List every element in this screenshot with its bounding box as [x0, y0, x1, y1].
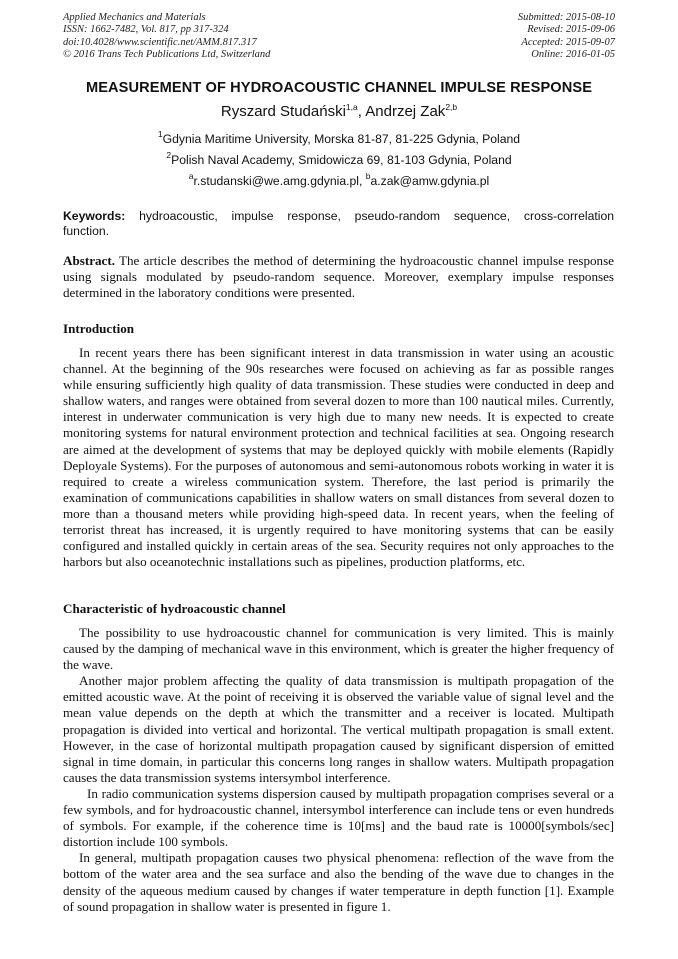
char-paragraph-1: The possibility to use hydroacoustic channel for communication is very limited. This is mainly caused by the damping of mechanical wave in this environment, which is greater the higher frequency of the wave.	[63, 625, 614, 673]
introduction-body	[63, 345, 614, 570]
email-b-sup: b	[365, 171, 371, 181]
email-a: r.studanski@we.amg.gdynia.pl,	[193, 174, 366, 188]
author-emails	[0, 171, 678, 188]
section-heading-introduction: Introduction	[63, 321, 135, 336]
section-heading-characteristic: Characteristic of hydroacoustic channel	[63, 601, 286, 616]
abstract-label: Abstract.	[63, 253, 115, 268]
journal-issn: ISSN: 1662-7482, Vol. 817, pp 317-324	[63, 24, 229, 36]
intro-paragraph-1: In recent years there has been significant interest in data transmission in water using an acoustic channel. At the beginning of the 90s researches were focused on achieving as far as possible ranges while ensuring sufficiently high quality of data transmission. These studies were conducted in deep and shallow waters, and ranges were obtained from several dozen to more than 100 nautical miles. Currently, interest in underwater communication is very high due to many new needs. It is expected to create monitoring systems for natural environment protection and technical facilities at sea. Ongoing research are aimed at the development of systems that may be deployed quickly with mobile elements (Rapidly Deployale Systems). For the purposes of autonomous and semi-autonomous robots working in water it is required to create a wireless communication system. Therefore, the last period is primarily the examination of communications capabilities in shallow waters on small distances from several dozen to more than a thousand meters while providing high-speed data. In recent years, when the feeling of terrorist threat has increased, it is urgently required to have monitoring systems that can be easily configured and installed quickly in certain areas of the sea. Security requires not only approaches to the harbors but also oceanotechnic installations such as pipelines, production platforms, etc.	[63, 345, 614, 570]
char-paragraph-4: In general, multipath propagation causes two physical phenomena: reflection of the wave from the bottom of the water area and the sea surface and also the bending of the wave due to changes in the density of the aqueous medium caused by changes if water temperature in depth function [1]. Example of sound propagation in shallow water is presented in figure 1.	[63, 850, 614, 914]
abstract	[63, 253, 614, 302]
email-a-sup: a	[188, 171, 194, 181]
journal-doi: doi:10.4028/www.scientific.net/AMM.817.317	[63, 36, 257, 48]
affiliation-2-text: Polish Naval Academy, Smidowicza 69, 81-103 Gdynia, Poland	[171, 153, 512, 167]
author-list	[0, 103, 678, 120]
paper-title: MEASUREMENT OF HYDROACOUSTIC CHANNEL IMPULSE RESPONSE	[85, 80, 593, 96]
author-2-sup: 2,b	[445, 102, 458, 112]
affiliation-2-sup: 2	[166, 150, 172, 160]
journal-copyright: © 2016 Trans Tech Publications Ltd, Switzerland	[63, 48, 271, 60]
date-accepted: Accepted: 2015-09-07	[521, 36, 615, 48]
date-online: Online: 2016-01-05	[531, 48, 615, 60]
date-revised: Revised: 2015-09-06	[527, 24, 615, 36]
date-submitted: Submitted: 2015-08-10	[517, 12, 615, 23]
affiliation-1-text: Gdynia Maritime University, Morska 81-87, 81-225 Gdynia, Poland	[162, 132, 521, 146]
characteristic-body	[63, 625, 614, 915]
journal-name: Applied Mechanics and Materials	[63, 12, 206, 23]
author-separator: ,	[357, 103, 366, 120]
email-b: a.zak@amw.gdynia.pl	[370, 174, 490, 188]
keywords-label: Keywords:	[63, 209, 126, 223]
author-1: Ryszard Studański	[220, 103, 346, 120]
author-2: Andrzej Zak	[365, 103, 446, 120]
publication-dates	[518, 12, 615, 61]
char-paragraph-3: In radio communication systems dispersion caused by multipath propagation comprises several or a few symbols, and for hydroacoustic channel, intersymbol interference can include tens or even hundreds of symbols. For example, if the coherence time is 10[ms] and the baud rate is 10000[symbols/sec] distortion include 100 symbols.	[63, 785, 614, 850]
affiliation-1-sup: 1	[157, 129, 163, 139]
abstract-text: The article describes the method of determining the hydroacoustic channel impulse response using signals modulated by pseudo-random sequence. Moreover, exemplary impulse responses determined in the laboratory conditions were presented.	[63, 253, 614, 301]
keywords-text: hydroacoustic, impulse response, pseudo-random sequence, cross-correlation function.	[63, 209, 614, 238]
affiliation-2	[0, 150, 678, 167]
char-paragraph-2: Another major problem affecting the quality of data transmission is multipath propagation of the emitted acoustic wave. At the point of receiving it is observed the variable value of signal level and the mean value depends on the depth at which the transmitter and a receiver is located. Multipath propagation is divided into vertical and horizontal. The vertical multipath propagation is small extent. However, in the case of horizontal multipath propagation caused by significant dispersion of emitted signal in time domain, in particular this concerns long ranges in shallow waters. Multipath propagation causes the data transmission systems intersymbol interference.	[63, 673, 614, 785]
journal-info	[63, 12, 270, 61]
author-1-sup: 1,a	[345, 102, 358, 112]
keywords	[63, 209, 614, 238]
affiliation-1	[0, 129, 678, 146]
